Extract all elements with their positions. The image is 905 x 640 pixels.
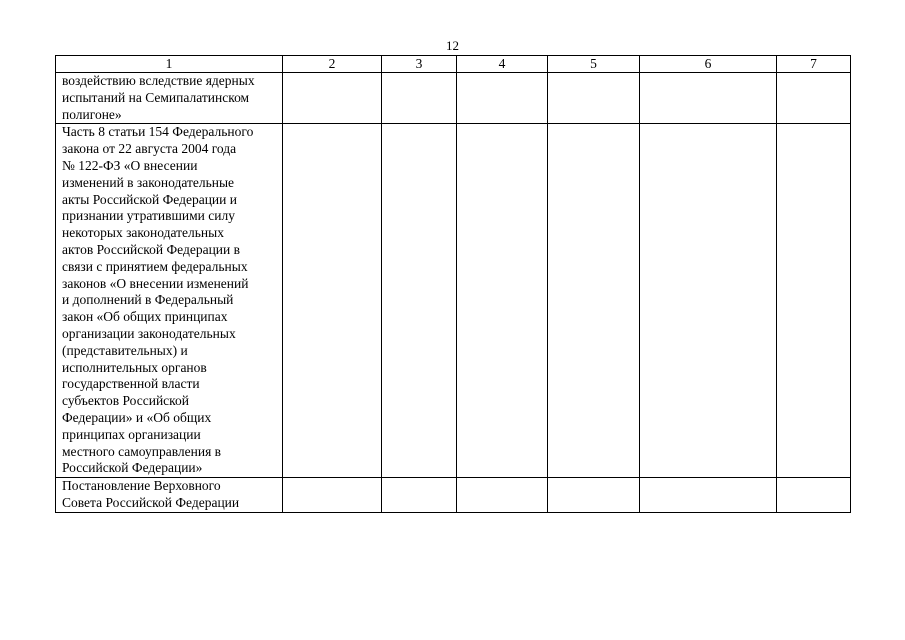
empty-cell: [640, 124, 777, 478]
column-header-5: 5: [548, 56, 640, 73]
empty-cell: [548, 478, 640, 513]
document-table: [55, 55, 851, 513]
empty-cell: [283, 73, 382, 124]
empty-cell: [283, 478, 382, 513]
empty-cell: [777, 124, 851, 478]
empty-cell: [382, 73, 457, 124]
empty-cell: [548, 124, 640, 478]
row-1-description: воздействию вследствие ядерных испытаний на Семипалатинском полигоне»: [56, 73, 283, 124]
table-header-row: [56, 56, 851, 73]
empty-cell: [640, 73, 777, 124]
row-2-description: Часть 8 статьи 154 Федерального закона от 22 августа 2004 года № 122-ФЗ «О внесении изменений в законодательные акты Российской Федерации и признании утратившими силу некоторых законодательных актов Российской Федерации в связи с принятием федеральных законов «О внесении изменений и дополнений в Федеральный закон «Об общих принципах организации законодательных (представительных) и исполнительных органов государственной власти субъектов Российской Федерации» и «Об общих принципах организации местного самоуправления в Российской Федерации»: [56, 124, 283, 478]
empty-cell: [777, 478, 851, 513]
column-header-2: 2: [283, 56, 382, 73]
page-number: 12: [446, 38, 459, 53]
empty-cell: [382, 478, 457, 513]
table-row: [56, 124, 851, 478]
column-header-1: 1: [56, 56, 283, 73]
column-header-4: 4: [457, 56, 548, 73]
empty-cell: [640, 478, 777, 513]
column-header-6: 6: [640, 56, 777, 73]
column-header-7: 7: [777, 56, 851, 73]
empty-cell: [457, 124, 548, 478]
table-row: [56, 478, 851, 513]
empty-cell: [283, 124, 382, 478]
empty-cell: [382, 124, 457, 478]
empty-cell: [548, 73, 640, 124]
empty-cell: [457, 478, 548, 513]
row-3-description: Постановление Верховного Совета Российской Федерации: [56, 478, 283, 513]
column-header-3: 3: [382, 56, 457, 73]
table-row: [56, 73, 851, 124]
empty-cell: [457, 73, 548, 124]
empty-cell: [777, 73, 851, 124]
